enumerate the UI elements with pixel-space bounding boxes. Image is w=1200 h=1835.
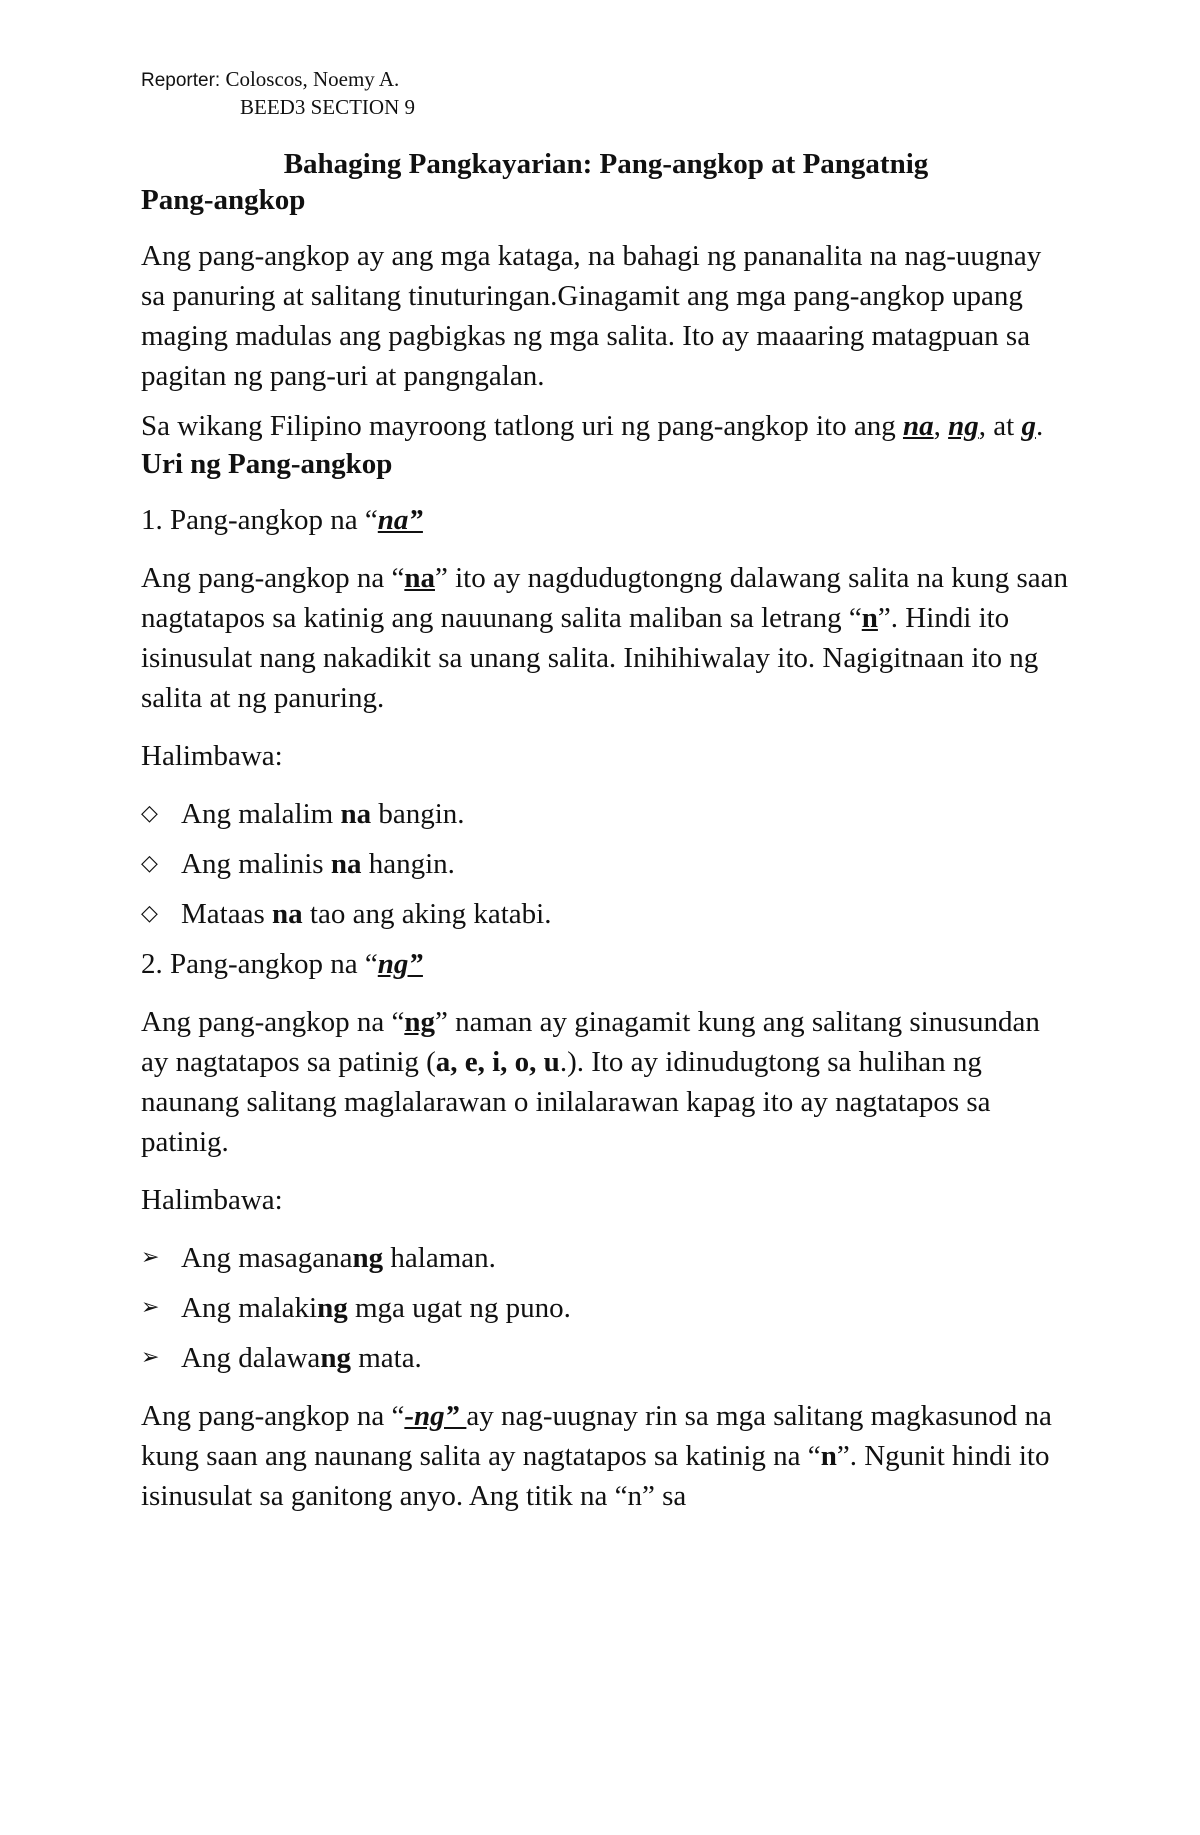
text-segment: bangin. [371,798,465,830]
reporter-label: Reporter: [141,70,221,91]
example-item [141,894,1071,934]
document-title: Bahaging Pangkayarian: Pang-angkop at Pangatnig [283,148,929,180]
example-text [181,1338,422,1378]
paragraph-types-summary [141,406,1071,446]
text-segment: Ang pang-angkop na “ [141,562,405,594]
example-text [181,844,455,884]
text-segment: .). Ito ay idinudugtong sa hulihan ng naunang salitang maglalarawan o inilalarawan kapag ito ay nagtatapos sa patinig. [141,1046,991,1158]
reporter-line [141,66,1071,94]
text-segment: , [933,410,949,442]
text-segment: ay nag-uugnay rin sa mga salitang magkasunod na kung saan ang naunang salita ay nagtatapos sa katinig na “ [141,1400,1052,1472]
arrow-icon: ➢ [141,1295,160,1320]
text-segment: mga ugat ng puno. [347,1292,571,1324]
keyword-ng: ng [404,1006,435,1038]
reporter-name: Coloscos, Noemy A. [225,67,400,91]
example-text [181,894,551,934]
text-segment: ” ito ay nagdudugtongng dalawang salita na kung saan nagtatapos sa katinig ang nauunang salita maliban sa letrang “ [141,562,1068,634]
text-segment: ”. Ngunit hindi ito isinusulat sa ganitong anyo. Ang titik na “n” sa [141,1440,1050,1512]
text-segment: 1. Pang-angkop na “ [141,504,378,536]
paragraph-item-3 [141,1396,1071,1516]
text-segment: halaman. [383,1242,496,1274]
text-segment: , at [978,410,1022,442]
text-segment: Ang malaki [181,1292,318,1324]
keyword-ng: ng [320,1342,351,1374]
text-segment: Ang malalim [181,798,341,830]
keyword-na: na” [377,504,423,536]
example-item [141,1338,1071,1378]
arrow-icon: ➢ [141,1245,160,1270]
keyword-dash-ng: -ng” [404,1400,467,1432]
keyword-ng: ng [948,410,979,442]
keyword-na: na [330,848,362,880]
keyword-na: na [404,562,435,594]
diamond-icon: ◇ [141,901,158,926]
example-text [181,1288,571,1328]
keyword-ng: ng [317,1292,348,1324]
text-segment: Ang pang-angkop na “ [141,1006,405,1038]
vowels-list: a, e, i, o, u [435,1046,560,1078]
keyword-g: g [1021,410,1036,442]
keyword-ng: ng [352,1242,384,1274]
diamond-icon: ◇ [141,851,158,876]
paragraph-definition: Ang pang-angkop ay ang mga kataga, na bahagi ng pananalita na nag-uugnay sa panuring at salitang tinuturingan.Ginagamit ang mga pang-angkop upang maging madulas ang pagbigkas ng mga salita. Ito ay maaaring matagpuan sa pagitan ng pang-uri at pangngalan. [141,240,1042,392]
example-item [141,1288,1071,1328]
text-segment: Sa wikang Filipino mayroong tatlong uri ng pang-angkop ito ang [141,410,903,442]
text-segment: mata. [350,1342,422,1374]
keyword-n: n [820,1440,837,1472]
example-item [141,1238,1071,1278]
text-segment: . [1035,410,1044,442]
examples-label: Halimbawa: [141,740,283,772]
keyword-ng: ng” [377,948,423,980]
keyword-na: na [340,798,372,830]
paragraph-item-1 [141,558,1071,718]
text-segment: Ang pang-angkop na “ [141,1400,405,1432]
text-segment: tao ang aking katabi. [302,898,552,930]
keyword-n: n [861,602,878,634]
example-item [141,794,1071,834]
text-segment: Ang dalawa [181,1342,321,1374]
text-segment: Ang malinis [181,848,331,880]
section-line: BEED3 SECTION 9 [240,95,415,119]
arrow-icon: ➢ [141,1345,160,1370]
text-segment: Ang masagana [181,1242,353,1274]
item-2-heading [141,944,1071,984]
examples-label: Halimbawa: [141,1184,283,1216]
example-text [181,1238,496,1278]
paragraph-item-2 [141,1002,1071,1162]
text-segment: 2. Pang-angkop na “ [141,948,378,980]
text-segment: ” naman ay ginagamit kung ang salitang sinusundan ay nagtatapos sa patinig ( [141,1006,1040,1078]
text-segment: hangin. [361,848,455,880]
heading-pang-angkop: Pang-angkop [141,184,306,216]
diamond-icon: ◇ [141,801,158,826]
item-1-heading [141,500,1071,540]
document-page [141,66,1071,1516]
keyword-na: na [272,898,303,930]
text-segment: ”. Hindi ito isinusulat nang nakadikit sa unang salita. Inihihiwalay ito. Nagigitnaan ito ng salita at ng panuring. [141,602,1039,714]
example-text [181,794,465,834]
example-item [141,844,1071,884]
text-segment: Mataas [181,898,272,930]
keyword-na: na [902,410,934,442]
heading-uri-ng-pang-angkop: Uri ng Pang-angkop [141,448,393,480]
